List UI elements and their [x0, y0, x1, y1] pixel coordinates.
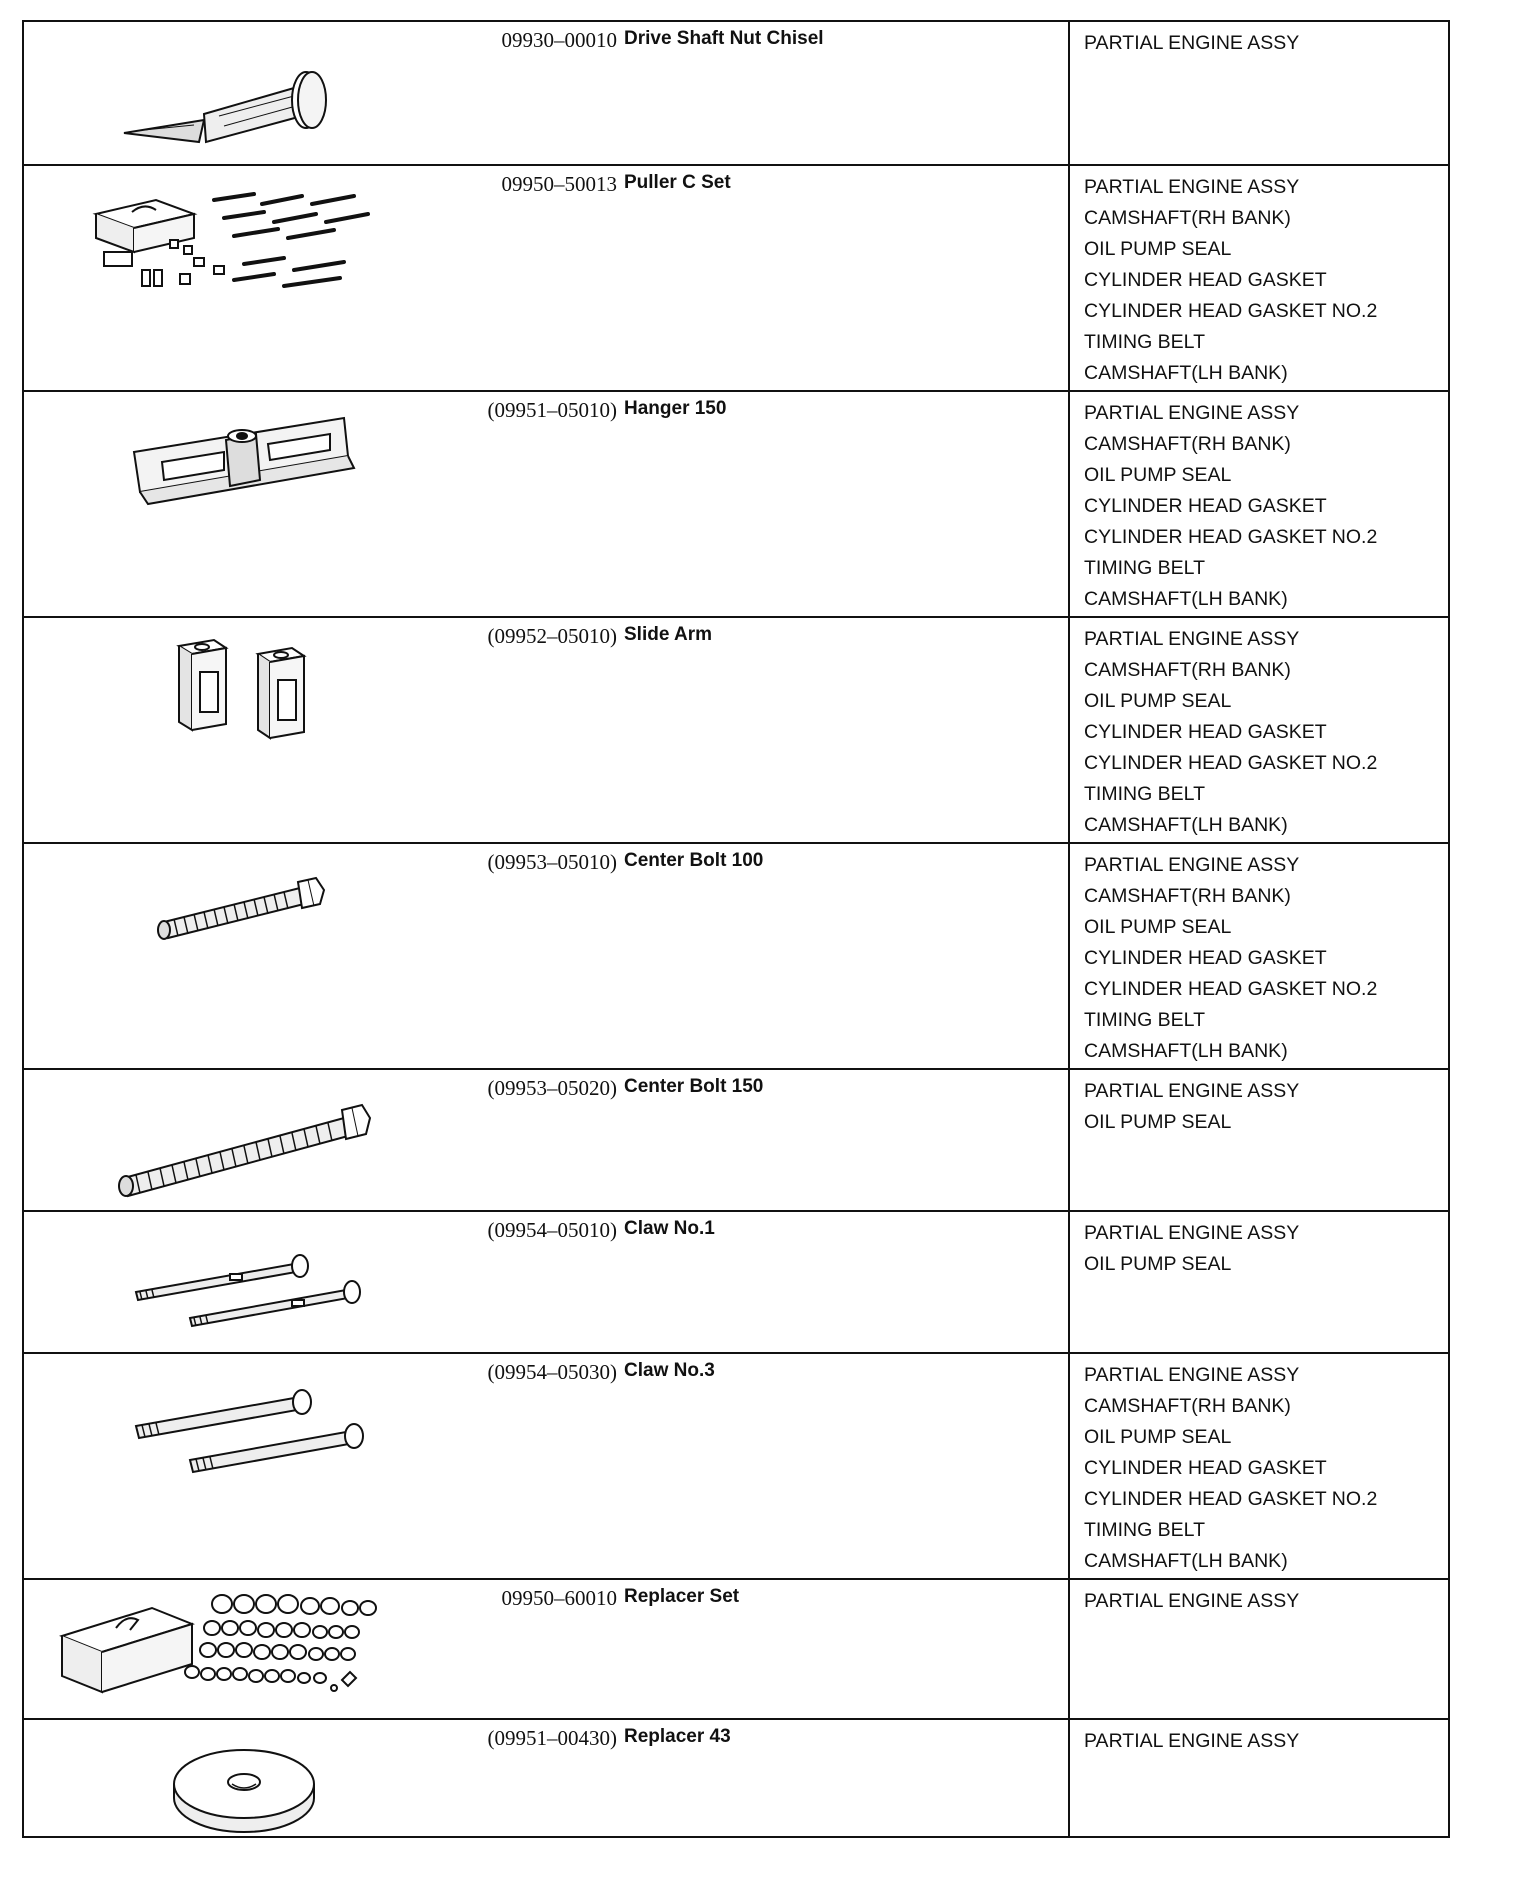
usage-item: PARTIAL ENGINE ASSY	[1084, 1364, 1300, 1386]
usage-list	[1084, 1076, 1299, 1138]
usage-item: PARTIAL ENGINE ASSY	[1084, 1590, 1300, 1612]
usage-item: OIL PUMP SEAL	[1084, 916, 1232, 938]
column-divider	[1068, 1580, 1070, 1718]
part-number: 09950–50013	[501, 172, 617, 196]
usage-item: CYLINDER HEAD GASKET NO.2	[1084, 300, 1378, 322]
table-row	[24, 22, 1448, 164]
usage-item: CYLINDER HEAD GASKET	[1084, 269, 1327, 291]
tool-name: Center Bolt 100	[624, 850, 764, 871]
replacer-set-illustration	[32, 1584, 422, 1710]
tool-name: Claw No.3	[624, 1360, 715, 1381]
usage-item: PARTIAL ENGINE ASSY	[1084, 176, 1300, 198]
slide-arm-illustration	[44, 626, 434, 756]
table-row	[24, 1352, 1448, 1578]
hanger-150-illustration	[44, 400, 434, 520]
table-row	[24, 1068, 1448, 1210]
usage-item: PARTIAL ENGINE ASSY	[1084, 1080, 1300, 1102]
column-divider	[1068, 22, 1070, 164]
usage-item: CYLINDER HEAD GASKET NO.2	[1084, 752, 1378, 774]
usage-item: OIL PUMP SEAL	[1084, 1253, 1232, 1275]
part-number: (09953–05010)	[487, 850, 617, 874]
usage-item: CAMSHAFT(RH BANK)	[1084, 1395, 1291, 1417]
table-row	[24, 1578, 1448, 1718]
part-number: (09953–05020)	[487, 1076, 617, 1100]
usage-item: TIMING BELT	[1084, 1519, 1205, 1541]
column-divider	[1068, 392, 1070, 616]
usage-item: CAMSHAFT(LH BANK)	[1084, 362, 1288, 384]
table-row	[24, 616, 1448, 842]
usage-list	[1084, 398, 1377, 615]
usage-list	[1084, 624, 1377, 841]
usage-list	[1084, 172, 1377, 389]
usage-item: CYLINDER HEAD GASKET	[1084, 1457, 1327, 1479]
claw-no3-illustration	[44, 1362, 434, 1482]
tool-name: Replacer Set	[624, 1586, 740, 1607]
part-number: (09954–05010)	[487, 1218, 617, 1242]
usage-item: OIL PUMP SEAL	[1084, 464, 1232, 486]
usage-item: CAMSHAFT(RH BANK)	[1084, 659, 1291, 681]
usage-item: CYLINDER HEAD GASKET NO.2	[1084, 1488, 1378, 1510]
part-number: (09951–05010)	[487, 398, 617, 422]
column-divider	[1068, 166, 1070, 390]
usage-item: TIMING BELT	[1084, 557, 1205, 579]
usage-item: CAMSHAFT(LH BANK)	[1084, 814, 1288, 836]
usage-item: OIL PUMP SEAL	[1084, 690, 1232, 712]
drive-shaft-nut-chisel-illustration	[44, 30, 434, 156]
table-row	[24, 1210, 1448, 1352]
part-number: 09950–60010	[501, 1586, 617, 1610]
column-divider	[1068, 618, 1070, 842]
usage-item: CAMSHAFT(LH BANK)	[1084, 1550, 1288, 1572]
part-number: (09952–05010)	[487, 624, 617, 648]
usage-item: TIMING BELT	[1084, 331, 1205, 353]
usage-item: CAMSHAFT(LH BANK)	[1084, 1040, 1288, 1062]
usage-item: CAMSHAFT(RH BANK)	[1084, 885, 1291, 907]
usage-item: CAMSHAFT(LH BANK)	[1084, 588, 1288, 610]
usage-list	[1084, 28, 1299, 59]
special-tools-table	[22, 20, 1450, 1838]
tool-name: Hanger 150	[624, 398, 727, 419]
usage-item: TIMING BELT	[1084, 1009, 1205, 1031]
tool-name: Replacer 43	[624, 1726, 731, 1747]
usage-item: PARTIAL ENGINE ASSY	[1084, 1730, 1300, 1752]
part-number: (09951–00430)	[487, 1726, 617, 1750]
replacer-43-illustration	[44, 1728, 434, 1838]
usage-item: CAMSHAFT(RH BANK)	[1084, 433, 1291, 455]
usage-item: PARTIAL ENGINE ASSY	[1084, 628, 1300, 650]
usage-item: OIL PUMP SEAL	[1084, 1426, 1232, 1448]
tool-name: Center Bolt 150	[624, 1076, 764, 1097]
usage-item: TIMING BELT	[1084, 783, 1205, 805]
usage-item: CYLINDER HEAD GASKET NO.2	[1084, 978, 1378, 1000]
part-number: 09930–00010	[501, 28, 617, 52]
column-divider	[1068, 1070, 1070, 1210]
column-divider	[1068, 844, 1070, 1068]
table-row	[24, 1718, 1448, 1836]
usage-list	[1084, 1360, 1377, 1577]
usage-item: CYLINDER HEAD GASKET	[1084, 721, 1327, 743]
puller-c-set-illustration	[44, 174, 434, 304]
tool-name: Claw No.1	[624, 1218, 715, 1239]
usage-item: CYLINDER HEAD GASKET	[1084, 947, 1327, 969]
usage-list	[1084, 1586, 1299, 1617]
table-row	[24, 842, 1448, 1068]
table-row	[24, 390, 1448, 616]
column-divider	[1068, 1354, 1070, 1578]
tool-name: Slide Arm	[624, 624, 712, 645]
usage-item: PARTIAL ENGINE ASSY	[1084, 32, 1300, 54]
center-bolt-100-illustration	[44, 852, 434, 962]
column-divider	[1068, 1212, 1070, 1352]
usage-item: PARTIAL ENGINE ASSY	[1084, 1222, 1300, 1244]
usage-item: CYLINDER HEAD GASKET	[1084, 495, 1327, 517]
usage-item: PARTIAL ENGINE ASSY	[1084, 402, 1300, 424]
table-row	[24, 164, 1448, 390]
tool-name: Puller C Set	[624, 172, 731, 193]
usage-list	[1084, 1726, 1299, 1757]
usage-item: PARTIAL ENGINE ASSY	[1084, 854, 1300, 876]
usage-item: OIL PUMP SEAL	[1084, 1111, 1232, 1133]
usage-list	[1084, 1218, 1299, 1280]
tool-name: Drive Shaft Nut Chisel	[624, 28, 824, 49]
column-divider	[1068, 1720, 1070, 1836]
usage-item: CAMSHAFT(RH BANK)	[1084, 207, 1291, 229]
part-number: (09954–05030)	[487, 1360, 617, 1384]
usage-item: CYLINDER HEAD GASKET NO.2	[1084, 526, 1378, 548]
center-bolt-150-illustration	[44, 1078, 434, 1198]
claw-no1-illustration	[44, 1220, 434, 1340]
usage-item: OIL PUMP SEAL	[1084, 238, 1232, 260]
usage-list	[1084, 850, 1377, 1067]
